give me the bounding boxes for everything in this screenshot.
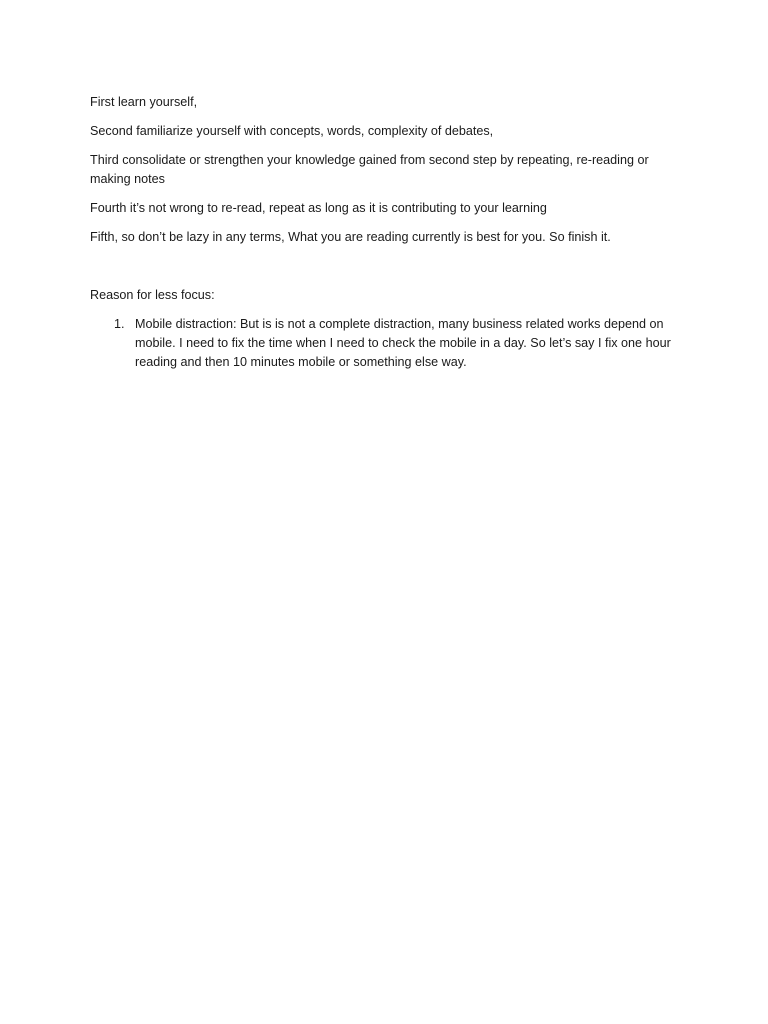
paragraph-third: Third consolidate or strengthen your knowledge gained from second step by repeating, re-reading or making notes <box>90 153 649 186</box>
numbered-list <box>90 315 682 372</box>
document-body <box>90 93 682 372</box>
paragraph-first: First learn yourself, <box>90 95 198 109</box>
paragraph-fifth: Fifth, so don’t be lazy in any terms, What you are reading currently is best for you. So finish it. <box>90 230 611 244</box>
list-item-number: 1. <box>114 317 125 331</box>
blank-line <box>90 257 682 286</box>
list-item-text: Mobile distraction: But is is not a complete distraction, many business related works depend on mobile. I need to fix the time when I need to check the mobile in a day. So let’s say I fix one hour reading and then 10 minutes mobile or something else way. <box>135 317 671 369</box>
paragraph-fourth: Fourth it’s not wrong to re-read, repeat as long as it is contributing to your learning <box>90 201 547 215</box>
section-heading: Reason for less focus: <box>90 288 215 302</box>
paragraph-second: Second familiarize yourself with concepts, words, complexity of debates, <box>90 124 494 138</box>
list-item <box>90 315 682 372</box>
